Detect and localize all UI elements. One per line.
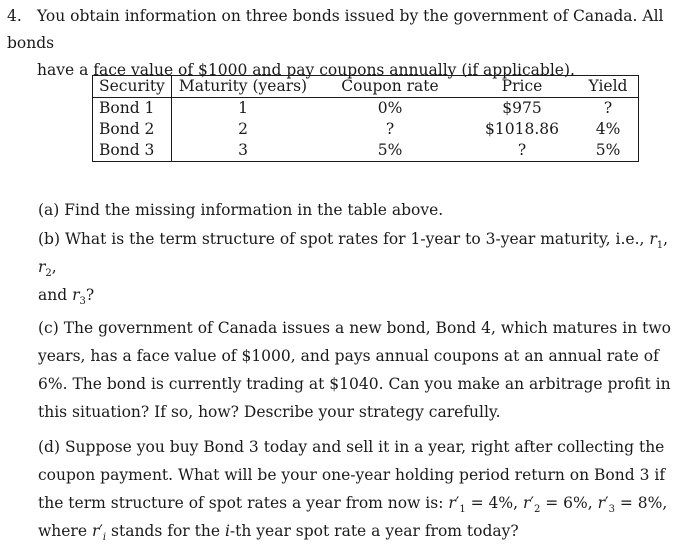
math-r: r (597, 494, 606, 512)
math-sub: 3 (608, 504, 615, 516)
math-sub: i (102, 532, 107, 544)
intro-line-1 (7, 3, 687, 57)
intro-text-1: You obtain information on three bonds issued by the government of Canada. All bonds (7, 7, 664, 52)
table-header-row (93, 76, 639, 98)
cell-maturity: 2 (238, 120, 248, 138)
question-b-text: (b) What is the term structure of spot rates for 1-year to 3-year maturity, i.e., (38, 230, 650, 248)
math-r: r (72, 286, 80, 304)
cell-security: Bond 2 (93, 119, 172, 140)
cell-price: ? (517, 141, 527, 159)
cell-yield: 4% (578, 119, 639, 140)
stands-text: stands for the (106, 522, 225, 540)
questions (38, 196, 688, 545)
problem-intro (7, 3, 687, 84)
math-r: r (649, 230, 657, 248)
cell-security: Bond 3 (93, 140, 172, 162)
intro-line-2: have a face value of $1000 and pay coupons annually (if applicable). (37, 61, 575, 79)
cell-price: $1018.86 (485, 120, 559, 138)
cell-yield: 5% (578, 140, 639, 162)
problem-number: 4. (7, 7, 22, 25)
math-sub: 3 (79, 296, 86, 308)
bond-table (92, 75, 639, 162)
question-d-text: (d) Suppose you buy Bond 3 today and sell it in a year, right after collecting the coupon payment. What will be your one-year holding period return on Bond 3 if the term structure of spot rates a year from now is: (38, 438, 666, 512)
question-a: (a) Find the missing information in the table above. (38, 201, 444, 219)
cell-security: Bond 1 (93, 98, 172, 120)
cell-coupon: ? (385, 120, 395, 138)
question-b (38, 225, 688, 309)
math-i: i (224, 522, 230, 540)
comma: , (51, 258, 57, 276)
table-row (93, 140, 639, 162)
header-security: Security (93, 76, 172, 98)
table-row (93, 98, 639, 120)
header-coupon-rate: Coupon rate (341, 77, 439, 95)
math-r: r (523, 494, 531, 512)
question-d-end: -th year spot rate a year from today? (229, 522, 519, 540)
math-sub: 1 (656, 240, 664, 252)
math-sub: 2 (533, 504, 541, 516)
header-price: Price (501, 77, 543, 95)
cell-coupon: 0% (377, 99, 403, 117)
math-sub: 1 (459, 504, 466, 516)
math-r: r (91, 522, 100, 540)
cell-maturity: 3 (238, 141, 248, 159)
cell-yield: ? (578, 98, 639, 120)
math-prime: ′ (455, 494, 460, 512)
math-r: r (448, 494, 456, 512)
and-text: and (38, 286, 73, 304)
header-yield: Yield (578, 76, 639, 98)
question-c: (c) The government of Canada issues a new bond, Bond 4, which matures in two years, has a face value of $1000, and pays annual coupons at an annual rate of 6%. The bond is currently trading at $1040. Can you make an arbitrage profit in this situation? If so, how? Describe your strategy carefully. (38, 319, 671, 421)
cell-maturity: 1 (238, 99, 248, 117)
math-value: = 6%, (540, 494, 598, 512)
cell-coupon: 5% (377, 141, 403, 159)
table-row (93, 119, 639, 140)
question-mark: ? (85, 286, 95, 304)
cell-price: $975 (502, 99, 542, 117)
math-prime: ′ (99, 522, 103, 540)
math-value: = 8%, where (38, 494, 668, 540)
question-d (38, 433, 688, 545)
header-maturity: Maturity (years) (178, 77, 308, 95)
math-value: = 4%, (465, 494, 523, 512)
math-prime: ′ (605, 494, 609, 512)
math-prime: ′ (530, 494, 534, 512)
comma: , (663, 230, 669, 248)
math-r: r (38, 258, 46, 276)
math-sub: 2 (45, 268, 52, 280)
